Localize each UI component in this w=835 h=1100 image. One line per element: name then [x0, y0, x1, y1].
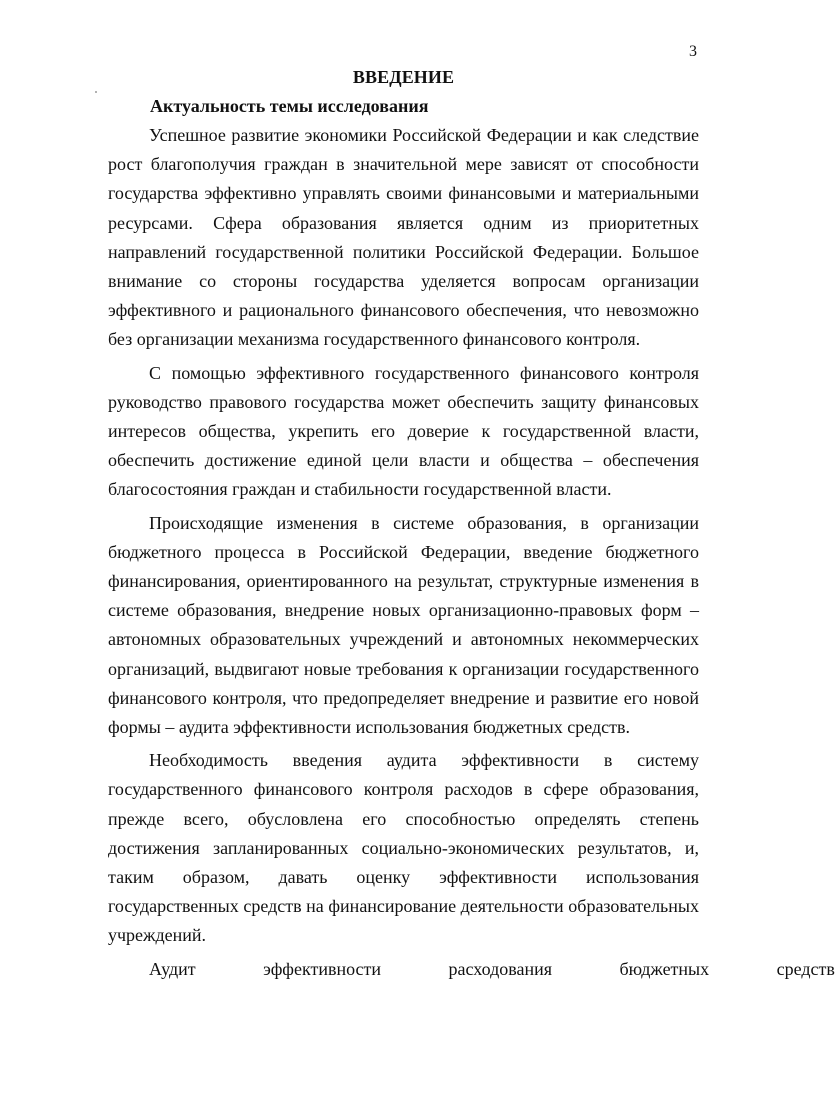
page-title: ВВЕДЕНИЕ [352, 67, 455, 87]
final-line: Аудит эффективности расходования бюджетных средств [149, 958, 835, 979]
section-title: Актуальность темы исследования [150, 96, 429, 116]
page-number: 3 [689, 43, 697, 60]
scan-mark [95, 91, 97, 93]
document-body [108, 63, 835, 984]
paragraph-1: Успешное развитие экономики Российской Федерации и как следствие рост благополучия граждан в значительной мере зависят от способности государства эффективно управлять своими финансовыми и материальными ресурсами. Сфера образования является одним из приоритетных направлений государственной политики Российской Федерации. Большое внимание со стороны государства уделяется вопросам организации эффективного и рационального финансового обеспечения, что невозможно без организации механизма государственного финансового контроля. [108, 125, 699, 350]
paragraph-3: Происходящие изменения в системе образования, в организации бюджетного процесса в Российской Федерации, введение бюджетного финансирования, ориентированного на результат, структурные изменения в системе образования, внедрение новых организационно-правовых форм – автономных образовательных учреждений и автономных некоммерческих организаций, выдвигают новые требования к организации государственного финансового контроля, что предопределяет внедрение и развитие его новой формы – аудита эффективности использования бюджетных средств. [108, 512, 699, 738]
paragraph-4: Необходимость введения аудита эффективности в систему государственного финансового контроля расходов в сфере образования, прежде всего, обусловлена его способностью определять степень достижения запланированных социально-экономических результатов, и, таким образом, давать оценку эффективности использования государственных средств на финансирование деятельности образовательных учреждений. [108, 750, 699, 946]
paragraph-2: С помощью эффективного государственного финансового контроля руководство правового государства может обеспечить защиту финансовых интересов общества, укрепить его доверие к государственной власти, обеспечить достижение единой цели власти и общества – обеспечения благосостояния граждан и стабильности государственной власти. [108, 362, 699, 500]
